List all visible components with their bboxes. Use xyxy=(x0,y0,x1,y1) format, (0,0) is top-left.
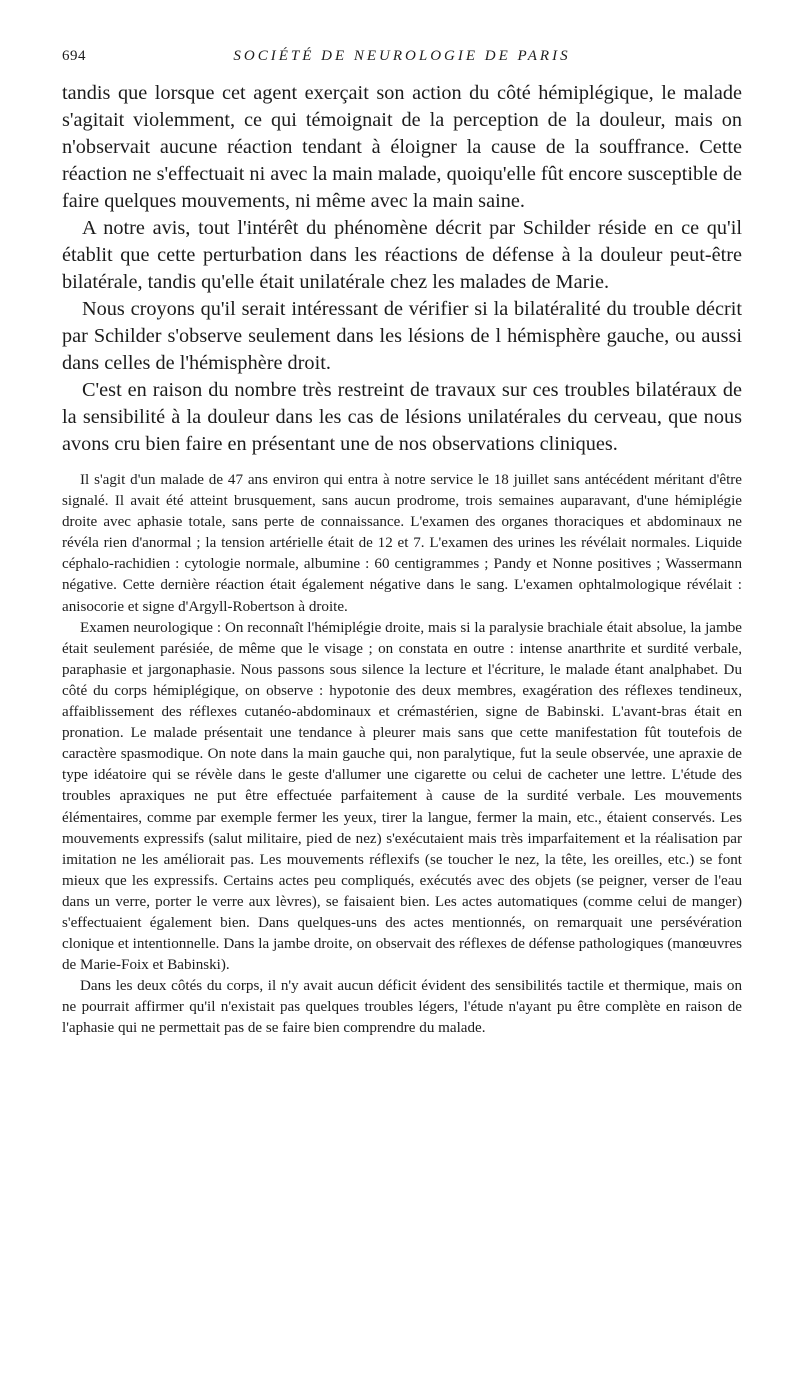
article-body xyxy=(62,80,742,1040)
paragraph: Nous croyons qu'il serait intéressant de vérifier si la bilatéralité du trouble décrit par Schilder s'observe seulement dans les lésions de l hémisphère gauche, ou aussi dans celles de l'hémisphère droit. xyxy=(62,298,742,374)
running-title: SOCIÉTÉ DE NEUROLOGIE DE PARIS xyxy=(233,48,571,64)
paragraph: tandis que lorsque cet agent exerçait son action du côté hémiplégique, le malade s'agitait violemment, ce qui témoignait de la perception de la douleur, mais on n'observait aucune réaction tendant à éloigner la cause de la souffrance. Cette réaction ne s'effectuait ni avec la main malade, quoiqu'elle fût encore susceptible de faire quelques mouvements, ni même avec la main saine. xyxy=(62,82,742,212)
case-paragraph: Examen neurologique : On reconnaît l'hémiplégie droite, mais si la paralysie brachiale était absolue, la jambe était seulement parésiée, de même que le visage ; on constata en outre : intense anarthrite et surdité verbale, paraphasie et jargonaphasie. Nous passons sous silence la lecture et l'écriture, le malade étant analphabet. Du côté du corps hémiplégique, on observe : hypotonie des deux membres, exagération des réflexes tendineux, affaiblissement des réflexes cutanéo-abdominaux et crémastérien, signe de Babinski. L'avant-bras était en pronation. Le malade présentait une tendance à pleurer mais sans que cette manifestation fût toutefois de caractère spasmodique. On note dans la main gauche qui, non paralytique, fut la seule observée, une apraxie de type idéatoire qui se révèle dans le geste d'allumer une cigarette ou celui de cacheter une lettre. L'étude des troubles apraxiques ne put être effectuée parfaitement à cause de la surdité verbale. Les mouvements élémentaires, comme par exemple fermer les yeux, tirer la langue, fermer la main, etc., étaient conservés. Les mouvements expressifs (salut militaire, pied de nez) s'exécutaient mais très imparfaitement et la réalisation par imitation ne les améliorait pas. Les mouvements réflexifs (se toucher le nez, la tête, les oreilles, etc.) se font mieux que les expressifs. Certains actes peu compliqués, exécutés avec des objets (se peigner, verser de l'eau dans un verre, porter le verre aux lèvres), se faisaient bien. Les actes automatiques (comme celui de manger) s'effectuaient également bien. Dans quelques-uns des actes mentionnés, on remarquait une persévération clonique et intentionnelle. Dans la jambe droite, on observait des réflexes de défense pathologiques (manœuvres de Marie-Foix et Babinski). xyxy=(62,619,742,974)
page-number: 694 xyxy=(62,48,86,64)
main-text xyxy=(62,80,742,458)
case-paragraph: Dans les deux côtés du corps, il n'y avait aucun déficit évident des sensibilités tactile et thermique, mais on ne pourrait affirmer qu'il n'existait pas quelques troubles légers, l'étude n'ayant pu être complète en raison de l'aphasie qui ne permettait pas de se faire bien comprendre du malade. xyxy=(62,978,742,1037)
case-paragraph: Il s'agit d'un malade de 47 ans environ qui entra à notre service le 18 juillet sans antécédent méritant d'être signalé. Il avait été atteint brusquement, sans aucun prodrome, trois semaines auparavant, d'une hémiplégie droite avec aphasie totale, sans perte de connaissance. L'examen des organes thoraciques et abdominaux ne révéla rien d'anormal ; la tension artérielle était de 12 et 7. L'examen des urines les révélait normales. Liquide céphalo-rachidien : cytologie normale, albumine : 60 centigrammes ; Pandy et Nonne positives ; Wassermann négative. Cette dernière réaction était également négative dans le sang. L'examen ophtalmologique révélait : anisocorie et signe d'Argyll-Robertson à droite. xyxy=(62,472,742,615)
paragraph: A notre avis, tout l'intérêt du phénomène décrit par Schilder réside en ce qu'il établit que cette perturbation dans les réactions de défense à la douleur peut-être bilatérale, tandis qu'elle était unilatérale chez les malades de Marie. xyxy=(62,217,742,293)
page-header xyxy=(62,48,742,70)
case-observation xyxy=(62,470,742,1040)
paragraph: C'est en raison du nombre très restreint de travaux sur ces troubles bilatéraux de la sensibilité à la douleur dans les cas de lésions unilatérales du cerveau, que nous avons cru bien faire en présentant une de nos observations cliniques. xyxy=(62,379,742,455)
